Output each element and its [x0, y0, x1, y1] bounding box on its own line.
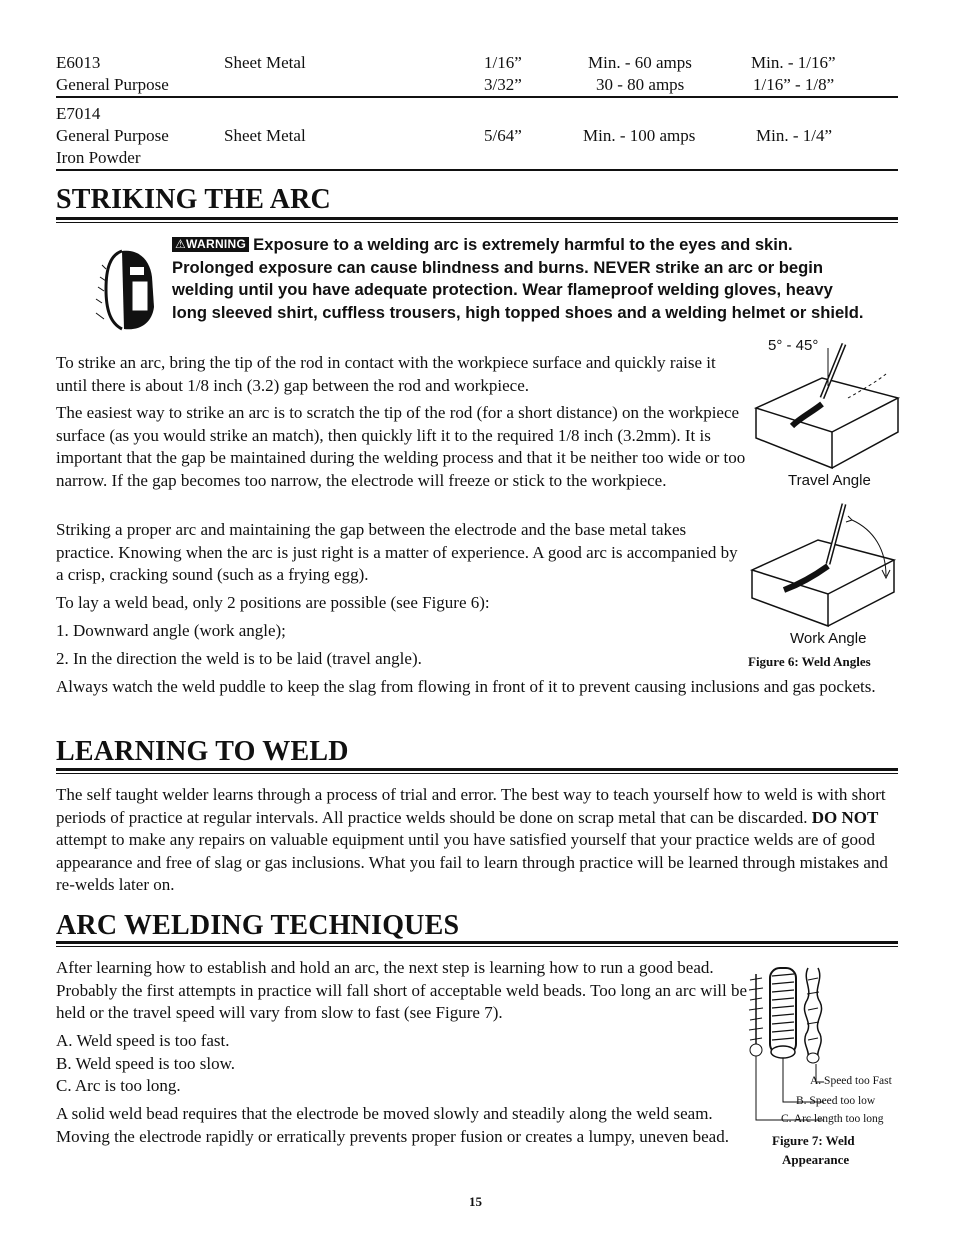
table-cell: Min. - 1/4”	[756, 126, 833, 145]
section-rule	[56, 222, 898, 223]
text-run: The self taught welder learns through a process of trial and error. The best way to teach yourself how to weld is with short periods of practice at regular intervals. All practice welds should be done on scrap metal that can be discarded.	[56, 785, 886, 827]
figure-caption: Figure 7: Weld	[772, 1133, 855, 1148]
table-cell: 3/32”	[484, 75, 522, 94]
page-number: 15	[469, 1194, 482, 1209]
section-rule	[56, 773, 898, 774]
warning-badge: ⚠WARNING	[172, 237, 249, 252]
paragraph	[56, 784, 898, 897]
paragraph: Striking a proper arc and maintaining the gap between the electrode and the base metal takes practice. Knowing when the arc is just right is a matter of experience. A good arc is accompanied by a crisp, cracking sound (such as a frying egg).	[56, 520, 738, 584]
table-cell: E6013	[56, 53, 101, 72]
paragraph: The easiest way to strike an arc is to scratch the tip of the rod (for a short distance) on the workpiece surface (as you would strike an match), then quickly lift it to the required 1/8 inch (3.2mm). It is important that the gap be maintained during the welding process and that it be neither too wide or too narrow. If the gap becomes too narrow, the electrode will freeze or stick to the workpiece.	[56, 403, 746, 490]
list-item: A. Weld speed is too fast.	[56, 1031, 230, 1050]
section-rule	[56, 768, 898, 771]
section-title-learning: LEARNING TO WELD	[56, 736, 349, 767]
section-rule	[56, 217, 898, 220]
table-cell: Iron Powder	[56, 148, 141, 167]
paragraph: Always watch the weld puddle to keep the slag from flowing in front of it to prevent causing inclusions and gas pockets.	[56, 677, 876, 696]
table-cell: Min. - 60 amps	[588, 53, 692, 72]
table-divider	[56, 169, 898, 171]
paragraph: To strike an arc, bring the tip of the rod in contact with the workpiece surface and quickly raise it until there is about 1/8 inch (3.2) gap between the rod and workpiece.	[56, 353, 716, 395]
work-angle-label: Work Angle	[790, 630, 867, 647]
list-item: B. Weld speed is too slow.	[56, 1054, 236, 1073]
table-cell: 30 - 80 amps	[596, 75, 685, 94]
table-cell: 5/64”	[484, 126, 522, 145]
list-item: 1. Downward angle (work angle);	[56, 621, 286, 640]
table-cell: Sheet Metal	[224, 53, 306, 72]
section-rule	[56, 946, 898, 947]
figure-label-b: B. Speed too low	[796, 1095, 876, 1107]
angle-label: 5° - 45°	[768, 337, 819, 354]
welding-helmet-icon	[92, 247, 158, 333]
table-cell: 1/16”	[484, 53, 522, 72]
table-cell: General Purpose	[56, 75, 169, 94]
paragraph: To lay a weld bead, only 2 positions are possible (see Figure 6):	[56, 593, 490, 612]
table-cell: 1/16” - 1/8”	[753, 75, 835, 94]
figure-label-c: C. Arc length too long	[781, 1113, 884, 1125]
emphasis: DO NOT	[811, 807, 879, 827]
paragraph: After learning how to establish and hold an arc, the next step is learning how to run a good bead. Probably the first attempts in practice will fall short of acceptable weld beads. Too long an arc will be held or the travel speed will vary from slow to fast (see Figure 7).	[56, 958, 748, 1022]
list-item: 2. In the direction the weld is to be laid (travel angle).	[56, 649, 422, 668]
warning-block	[172, 234, 872, 325]
section-title-techniques: ARC WELDING TECHNIQUES	[56, 910, 460, 941]
travel-angle-diagram	[752, 338, 902, 472]
section-rule	[56, 941, 898, 944]
table-cell: Sheet Metal	[224, 126, 306, 145]
list-item: C. Arc is too long.	[56, 1076, 181, 1095]
table-cell: Min. - 1/16”	[751, 53, 836, 72]
travel-angle-label: Travel Angle	[788, 472, 871, 489]
section-title-striking: STRIKING THE ARC	[56, 184, 331, 215]
table-cell: General Purpose	[56, 126, 169, 145]
paragraph: A solid weld bead requires that the electrode be moved slowly and steadily along the weld seam. Moving the electrode rapidly or erratically prevents proper fusion or creates a lumpy, uneven bead.	[56, 1104, 729, 1146]
figure-caption: Appearance	[782, 1152, 850, 1167]
text-run: attempt to make any repairs on valuable equipment until you have satisfied yourself that your practice welds are of good appearance and free of slag or gas inclusions. What you fail to learn through practice will be learned through mistakes and re-welds later on.	[56, 830, 888, 894]
table-divider	[56, 96, 898, 98]
work-angle-diagram	[748, 500, 898, 632]
figure-caption: Figure 6: Weld Angles	[748, 654, 871, 669]
table-cell: E7014	[56, 104, 101, 123]
figure-label-a: A. Speed too Fast	[810, 1075, 892, 1087]
table-cell: Min. - 100 amps	[583, 126, 696, 145]
warning-text: Exposure to a welding arc is extremely harmful to the eyes and skin. Prolonged exposure can cause blindness and burns. NEVER strike an arc or begin welding until you have adequate protection. Wear flameproof welding gloves, heavy long sleeved shirt, cuffless trousers, high topped shoes and a welding helmet or shield.	[172, 235, 864, 323]
